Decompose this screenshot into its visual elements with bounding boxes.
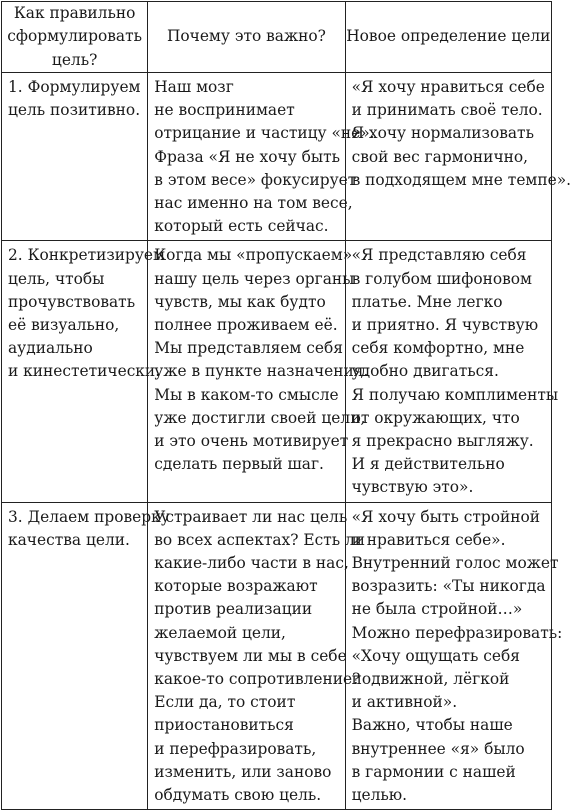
- text-line: которые возражают: [154, 577, 318, 596]
- text-line: Устраивает ли нас цель: [154, 507, 348, 526]
- text-line: Важно, чтобы наше: [351, 716, 513, 735]
- text-line: какие-либо части в нас,: [154, 554, 349, 573]
- text-line: Наш мозг: [154, 78, 234, 96]
- text-line: приостановиться: [154, 716, 294, 735]
- text-line: в гармонии с нашей: [351, 762, 516, 781]
- text-line: чувствую это».: [351, 478, 474, 497]
- why-cell: [148, 502, 366, 810]
- goal-formulation-table: [1, 1, 571, 810]
- text-line: Фраза «Я не хочу быть: [154, 147, 341, 166]
- table-header-row: [2, 2, 552, 73]
- text-line: и приятно. Я чувствую: [351, 316, 539, 335]
- text-line: не воспринимает: [154, 101, 295, 120]
- text-line: «Я хочу быть стройной: [351, 507, 541, 526]
- text-line: отрицание и частицу «не».: [154, 124, 375, 143]
- text-line: какое-то сопротивление?: [154, 670, 361, 689]
- text-line: полнее проживаем её.: [154, 316, 338, 335]
- text-line: нас именно на том весе,: [154, 194, 353, 213]
- text-line: свой вес гармонично,: [351, 147, 529, 166]
- text-line: против реализации: [154, 600, 313, 619]
- text-line: «Я представляю себя: [351, 246, 527, 265]
- text-line: Когда мы «пропускаем»: [154, 246, 353, 265]
- text-line: не была стройной…»: [351, 600, 523, 619]
- text-line: и кинестетически.: [8, 362, 161, 381]
- text-line: я прекрасно выгляжу.: [351, 432, 534, 451]
- text-line: чувствуем ли мы в себе: [154, 646, 347, 665]
- goal-cell: [345, 502, 563, 810]
- text-line: цель, чтобы: [8, 269, 105, 288]
- text-line: «Хочу ощущать себя: [351, 646, 520, 665]
- text-line: возразить: «Ты никогда: [351, 577, 546, 596]
- table-row: [2, 502, 552, 810]
- text-line: качества цели.: [8, 530, 130, 549]
- text-line: в голубом шифоновом: [351, 269, 533, 288]
- text-line: Мы в каком-то смысле: [154, 385, 339, 404]
- text-line: который есть сейчас.: [154, 217, 329, 236]
- text-line: Я хочу нормализовать: [351, 124, 534, 143]
- text-line: целью.: [351, 786, 408, 805]
- text-line: сделать первый шаг.: [154, 455, 324, 474]
- text-line: 2. Конкретизируем: [8, 246, 166, 265]
- header-line: Как правильно: [13, 4, 136, 23]
- text-line: Можно перефразировать:: [351, 623, 563, 642]
- text-line: прочувствовать: [8, 292, 136, 311]
- text-line: Мы представляем себя: [154, 339, 343, 358]
- header-line: сформулировать: [7, 27, 142, 46]
- goal-cell: [345, 73, 571, 241]
- text-line: уже достигли своей цели,: [154, 408, 366, 427]
- text-line: уже в пункте назначения.: [154, 362, 369, 381]
- header-line: Новое определение цели: [346, 27, 551, 46]
- text-line: 1. Формулируем: [8, 78, 141, 96]
- header-why-important: [148, 2, 345, 73]
- step-cell: [2, 73, 148, 241]
- text-line: нашу цель через органы: [154, 269, 355, 288]
- text-line: платье. Мне легко: [351, 292, 503, 311]
- text-line: и это очень мотивирует: [154, 432, 349, 451]
- header-new-goal-definition: [345, 2, 551, 73]
- text-line: и активной».: [351, 693, 458, 712]
- text-line: удобно двигаться.: [351, 362, 499, 381]
- text-line: аудиально: [8, 339, 93, 358]
- text-line: от окружающих, что: [351, 408, 520, 427]
- text-line: Внутренний голос может: [351, 554, 559, 573]
- text-line: подвижной, лёгкой: [351, 670, 510, 689]
- text-line: в этом весе» фокусирует: [154, 170, 357, 189]
- header-how-to-formulate: [2, 2, 148, 73]
- table-row: [2, 241, 552, 502]
- text-line: её визуально,: [8, 316, 120, 335]
- text-line: чувств, мы как будто: [154, 292, 326, 311]
- text-line: «Я хочу нравиться себе: [351, 78, 545, 96]
- text-line: и перефразировать,: [154, 739, 317, 758]
- text-line: Я получаю комплименты: [351, 385, 559, 404]
- goal-cell: [345, 241, 559, 502]
- text-line: 3. Делаем проверку: [8, 507, 170, 526]
- text-line: и принимать своё тело.: [351, 101, 543, 120]
- text-line: цель позитивно.: [8, 101, 141, 120]
- text-line: в подходящем мне темпе».: [351, 170, 571, 189]
- text-line: желаемой цели,: [154, 623, 286, 642]
- text-line: внутреннее «я» было: [351, 739, 525, 758]
- why-cell: [148, 73, 375, 241]
- text-line: себя комфортно, мне: [351, 339, 525, 358]
- text-line: и нравиться себе».: [351, 530, 506, 549]
- text-line: обдумать свою цель.: [154, 786, 322, 805]
- text-line: во всех аспектах? Есть ли: [154, 530, 366, 549]
- header-line: цель?: [51, 50, 98, 69]
- step-cell: [2, 241, 166, 502]
- text-line: изменить, или заново: [154, 762, 332, 781]
- step-cell: [2, 502, 170, 810]
- text-line: Если да, то стоит: [154, 693, 296, 712]
- table-row: [2, 73, 552, 241]
- text-line: И я действительно: [351, 455, 505, 474]
- why-cell: [148, 241, 369, 502]
- header-line: Почему это важно?: [166, 27, 326, 46]
